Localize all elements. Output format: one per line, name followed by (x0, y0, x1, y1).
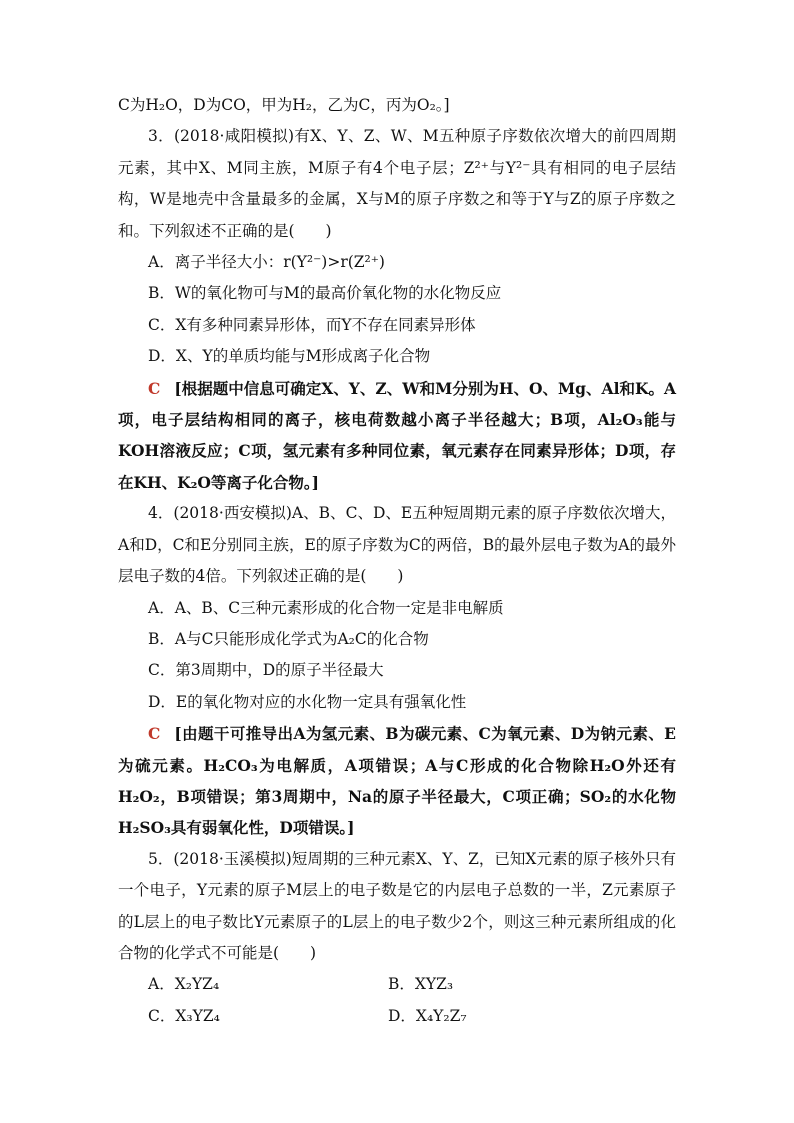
question-5-options-row-1 (118, 969, 676, 1000)
question-5-stem: 5．(2018·玉溪模拟)短周期的三种元素X、Y、Z，已知X元素的原子核外只有一个电子，Y元素的原子M层上的电子数是它的内层电子总数的一半，Z元素原子的L层上的电子数比Y元素原子的L层上的电子数少2个，则这三种元素所组成的化合物的化学式不可能是( ) (118, 849, 676, 962)
continued-answer-line: C为H₂O，D为CO，甲为H₂，乙为C，丙为O₂。] (118, 96, 450, 114)
question-5-option-c: C．X₃YZ₄ (148, 1006, 220, 1025)
question-5-option-a: A．X₂YZ₄ (148, 975, 220, 994)
question-5-options-row-2 (118, 1001, 676, 1032)
question-3-explanation: [根据题中信息可确定X、Y、Z、W和M分别为H、O、Mg、Al和K。A项，电子层结构相同的离子，核电荷数越小离子半径越大；B项，Al₂O₃能与KOH溶液反应；C项，氢元素有多种同位素，氧元素存在同素异形体；D项，存在KH、K₂O等离子化合物。] (118, 378, 676, 492)
question-4-explanation: [由题干可推导出A为氢元素、B为碳元素、C为氧元素、D为钠元素、E为硫元素。H₂CO₃为电解质，A项错误；A与C形成的化合物除H₂O外还有H₂O₂，B项错误；第3周期中，Na的原子半径最大，C项正确；SO₂的水化物H₂SO₃具有弱氧化性，D项错误。] (118, 724, 676, 838)
question-3-option-d: D．X、Y的单质均能与M形成离子化合物 (148, 347, 431, 366)
question-4-answer (118, 718, 676, 844)
question-4-option-b: B．A与C只能形成化学式为A₂C的化合物 (148, 629, 429, 648)
question-3 (118, 121, 676, 498)
question-3-option-a: A．离子半径大小：r(Y²⁻)>r(Z²⁺) (148, 253, 385, 272)
question-4-option-a: A．A、B、C三种元素形成的化合物一定是非电解质 (148, 598, 504, 617)
question-3-stem: 3．(2018·咸阳模拟)有X、Y、Z、W、M五种原子序数依次增大的前四周期元素，其中X、M同主族，M原子有4个电子层；Z²⁺与Y²⁻具有相同的电子层结构，W是地壳中含量最多的金属，X与M的原子序数之和等于Y与Z的原子序数之和。下列叙述不正确的是( ) (118, 127, 676, 240)
question-3-answer-letter: C (148, 378, 161, 398)
question-3-answer (118, 373, 676, 499)
question-3-option-b: B．W的氧化物可与M的最高价氧化物的水化物反应 (148, 284, 502, 303)
question-4-option-d: D．E的氧化物对应的水化物一定具有强氧化性 (148, 692, 467, 711)
question-5 (118, 844, 676, 1032)
question-3-option-c: C．X有多种同素异形体，而Y不存在同素异形体 (148, 315, 476, 334)
question-4-answer-letter: C (148, 724, 161, 744)
question-4-option-c: C．第3周期中，D的原子半径最大 (148, 661, 384, 680)
question-5-option-d: D．X₄Y₂Z₇ (388, 1006, 467, 1025)
question-4-stem: 4．(2018·西安模拟)A、B、C、D、E五种短周期元素的原子序数依次增大，A和D，C和E分别同主族，E的原子序数为C的两倍，B的最外层电子数为A的最外层电子数的4倍。下列叙述正确的是( ) (118, 504, 676, 586)
question-5-option-b: B．XYZ₃ (388, 975, 454, 994)
question-4 (118, 498, 676, 843)
